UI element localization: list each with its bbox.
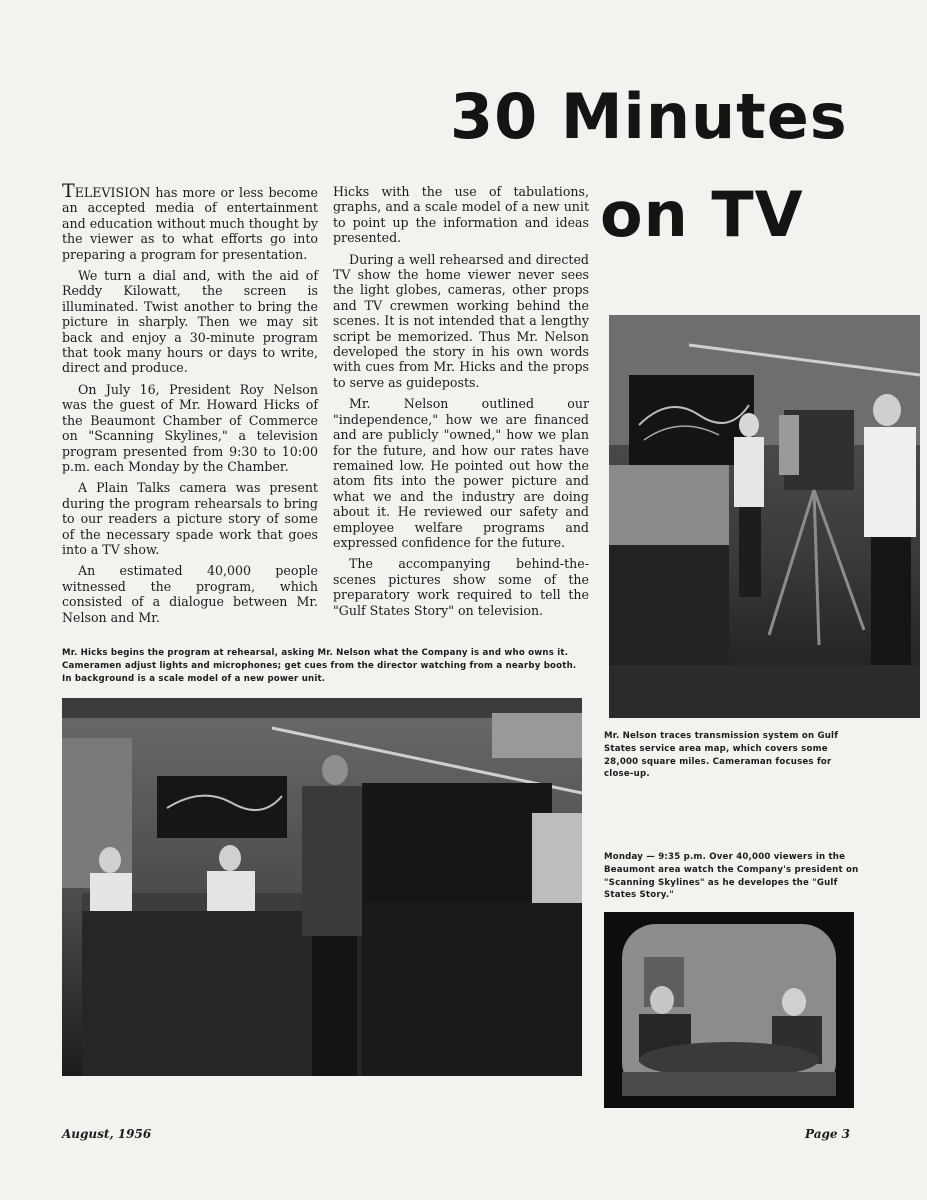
drop-cap: T: [62, 180, 75, 202]
caption-tv-photo: Monday — 9:35 p.m. Over 40,000 viewers in the Beaumont area watch the Company's president on "Scanning Skylines" as he developes the "Gulf States Story.": [604, 852, 859, 901]
page-number: Page 3: [805, 1127, 851, 1141]
article-paragraph: We turn a dial and, with the aid of Reddy Kilowatt, the screen is illuminated. Twist another to bring the picture in sharply. Then we may sit back and enjoy a 30-minute program that took many hours or days to write, direct and produce.: [62, 268, 318, 376]
caption-studio-photo: Mr. Hicks begins the program at rehearsal, asking Mr. Nelson what the Company is and who owns it. Cameramen adjust lights and microphones; get cues from the director watching from a nearby booth. In background is a scale model of a new power unit.: [62, 648, 577, 684]
article-column-1: [62, 180, 318, 631]
article-paragraph: The accompanying behind-the-scenes pictures show some of the preparatory work required to tell the "Gulf States Story" on television.: [333, 556, 589, 618]
photo-studio-rehearsal: [62, 698, 582, 1076]
article-paragraph: On July 16, President Roy Nelson was the guest of Mr. Howard Hicks of the Beaumont Chamber of Commerce on "Scanning Skylines," a television program presented from 9:30 to 10:00 p.m. each Monday by the Chamber.: [62, 381, 318, 474]
issue-date: August, 1956: [62, 1127, 152, 1141]
headline-line-2: on TV: [600, 178, 804, 251]
article-paragraph: TELEVISION has more or less become an accepted media of entertainment and education without much thought by the viewer as to what efforts go into preparing a program for presentation.: [62, 180, 318, 262]
photo-cameraman-map: [609, 315, 920, 718]
article-column-2: [333, 184, 589, 624]
article-paragraph: Mr. Nelson outlined our "independence," how we are financed and are publicly "owned," how we plan for the future, and how our rates have remained low. He pointed out how the atom fits into the power picture and what we and the industry are doing about it. He reviewed our safety and employee welfare programs and expressed confidence for the future.: [333, 396, 589, 550]
article-paragraph: A Plain Talks camera was present during the program rehearsals to bring to our readers a picture story of some of the necessary spade work that goes into a TV show.: [62, 480, 318, 557]
article-paragraph: An estimated 40,000 people witnessed the program, which consisted of a dialogue between Mr. Nelson and Mr.: [62, 563, 318, 625]
caption-camera-photo: Mr. Nelson traces transmission system on Gulf States service area map, which covers some 28,000 square miles. Cameraman focuses for close-up.: [604, 731, 839, 780]
article-paragraph: Hicks with the use of tabulations, graphs, and a scale model of a new unit to point up the information and ideas presented.: [333, 184, 589, 246]
photo-tv-screen: [604, 912, 854, 1108]
headline-line-1: 30 Minutes: [450, 80, 848, 153]
article-paragraph: During a well rehearsed and directed TV show the home viewer never sees the light globes, cameras, other props and TV crewmen working behind the scenes. It is not intended that a lengthy script be memorized. Thus Mr. Nelson developed the story in his own words with cues from Mr. Hicks and the props to serve as guideposts.: [333, 251, 589, 390]
